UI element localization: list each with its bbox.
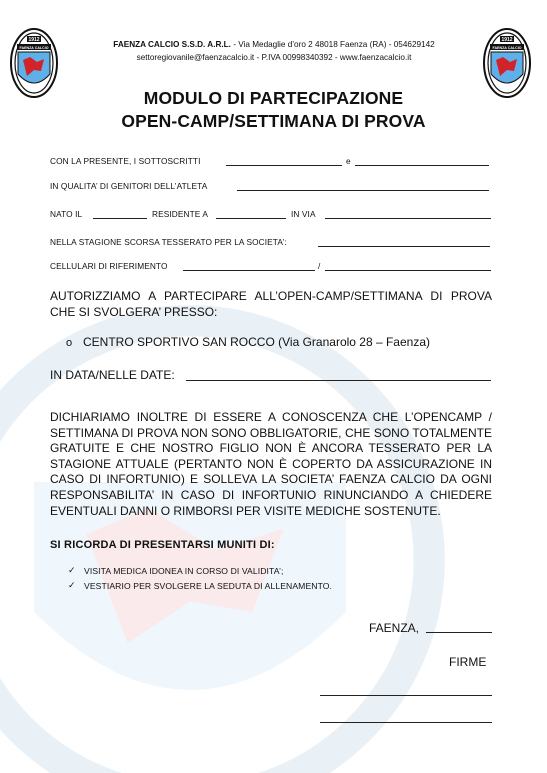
company-contacts: settoregiovanile@faenzacalcio.it - P.IVA 00998340392 - www.faenzacalcio.it (136, 53, 412, 62)
check-icon: ✓ (68, 565, 76, 575)
athlete-parents-label: IN QUALITA’ DI GENITORI DELL’ATLETA (50, 181, 208, 191)
phone-separator: / (318, 261, 321, 271)
venue-bullet-icon: o (66, 337, 73, 349)
street-field[interactable] (325, 218, 491, 219)
document-title-line1: MODULO DI PARTECIPAZIONE (143, 88, 404, 108)
place-label: FAENZA, (369, 621, 420, 635)
authorization-text: AUTORIZZIAMO A PARTECIPARE ALL’OPEN-CAMP/SETTIMANA DI PROVA CHE SI SVOLGERA’ PRESSO: (50, 289, 492, 319)
document-title-line2: OPEN-CAMP/SETTIMANA DI PROVA (121, 111, 426, 131)
parent1-name-field[interactable] (226, 165, 342, 166)
dates-field[interactable] (186, 380, 491, 381)
venue-text: CENTRO SPORTIVO SAN ROCCO (Via Granarolo 28 – Faenza) (83, 335, 430, 349)
declaration-text: DICHIARIAMO INOLTRE DI ESSERE A CONOSCENZA CHE L’OPENCAMP / SETTIMANA DI PROVA NON SONO OBBLIGATORIE, CHE SONO TOTALMENTE GRATUITE E CHE NOSTRO FIGLIO NON È ANCORA TESSERATO PER LA STAGIONE ATTUALE (PERTANTO NON È COPERTO DA ASSICURAZIONE IN CASO DI INFORTUNIO) E SOLLEVA LA SOCIETA’ FAENZA CALCIO DA OGNI RESPONSABILITA’ IN CASO DI INFORTUNIO RINUNCIANDO A CHIEDERE EVENTUALI DANNI O RIMBORSI PER VISITE MEDICHE SOSTENUTE. (50, 410, 492, 518)
born-label: NATO IL (50, 209, 83, 219)
athlete-name-field[interactable] (237, 190, 489, 191)
street-label: IN VIA (291, 209, 316, 219)
dates-label: IN DATA/NELLE DATE: (50, 368, 175, 382)
phone1-field[interactable] (183, 270, 315, 271)
phone2-field[interactable] (325, 270, 491, 271)
residence-city-field[interactable] (216, 218, 286, 219)
company-name: FAENZA CALCIO S.S.D. A.R.L. (113, 40, 231, 49)
signature2-field[interactable] (320, 722, 492, 723)
logo-year: 1912 (28, 37, 40, 43)
reminder-heading: SI RICORDA DI PRESENTARSI MUNITI DI: (50, 539, 275, 551)
reminder-item: VISITA MEDICA IDONEA IN CORSO DI VALIDITA’; (84, 566, 284, 576)
date-field[interactable] (426, 632, 492, 633)
company-address: - Via Medaglie d’oro 2 48018 Faenza (RA) - 054629142 (230, 40, 435, 49)
previous-club-label: NELLA STAGIONE SCORSA TESSERATO PER LA SOCIETA’: (50, 237, 287, 247)
logo-name: FAENZA CALCIO (492, 46, 522, 50)
and-label: e (346, 156, 351, 166)
birth-date-field[interactable] (93, 218, 147, 219)
signature1-field[interactable] (320, 695, 492, 696)
reminder-item: VESTIARIO PER SVOLGERE LA SEDUTA DI ALLENAMENTO. (84, 581, 333, 591)
letterhead (70, 38, 478, 64)
check-icon: ✓ (68, 580, 76, 590)
logo-name: FAENZA CALCIO (19, 46, 49, 50)
logo-year: 1912 (501, 37, 513, 43)
phone-label: CELLULARI DI RIFERIMENTO (50, 261, 168, 271)
previous-club-field[interactable] (318, 246, 490, 247)
resident-label: RESIDENTE A (152, 209, 208, 219)
undersigned-label: CON LA PRESENTE, I SOTTOSCRITTI (50, 156, 201, 166)
signatures-label: FIRME (449, 655, 487, 669)
parent2-name-field[interactable] (355, 165, 489, 166)
